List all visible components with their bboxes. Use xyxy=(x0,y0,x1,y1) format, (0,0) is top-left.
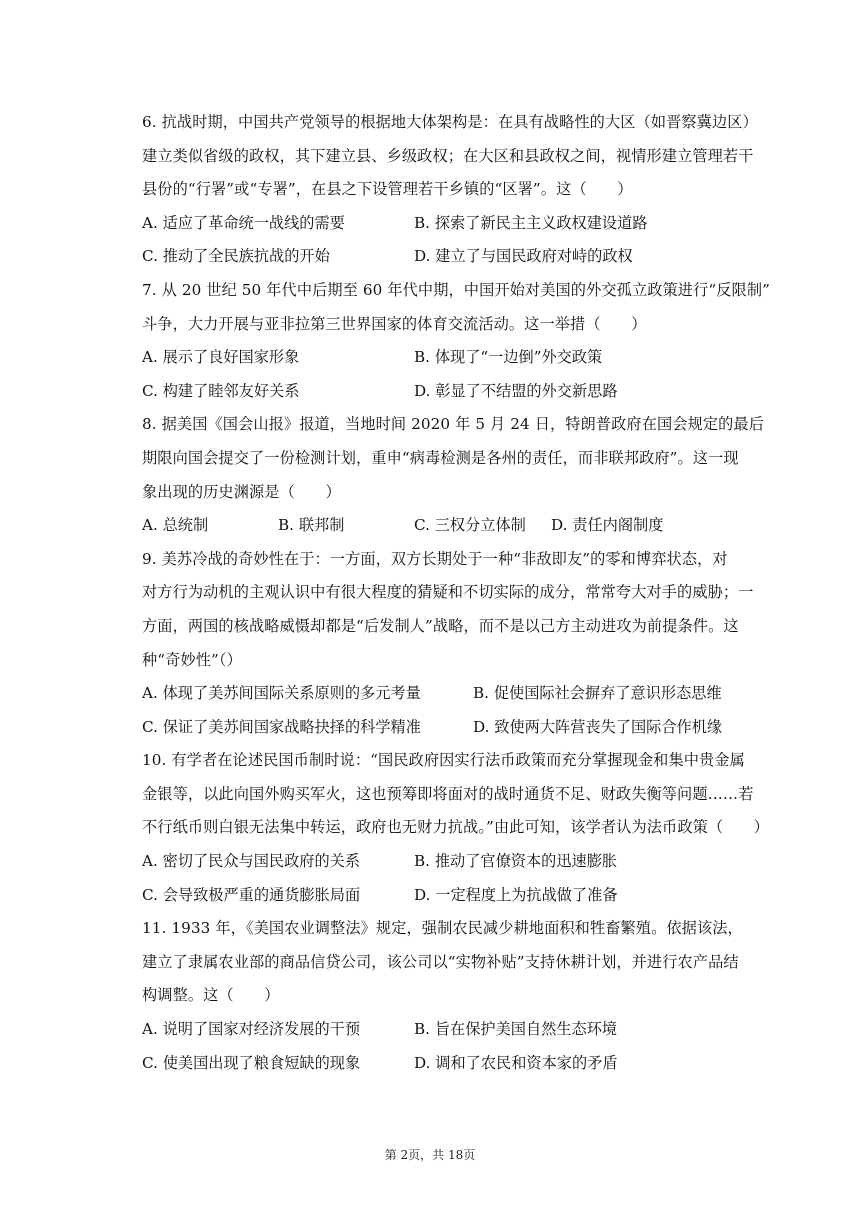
question-8-options-row xyxy=(142,509,772,543)
option-d: D. 建立了与国民政府对峙的政权 xyxy=(414,247,633,266)
question-8 xyxy=(142,408,772,542)
option-c: C. 会导致极严重的通货膨胀局面 xyxy=(142,885,361,904)
option-d: D. 彰显了不结盟的外交新思路 xyxy=(414,381,618,400)
question-9-options-row-2 xyxy=(142,711,772,745)
question-9-options-row-1 xyxy=(142,677,772,711)
question-6-line-2: 建立类似省级的政权，其下建立县、乡级政权；在大区和县政权之间，视情形建立管理若干 xyxy=(142,146,754,165)
question-9 xyxy=(142,543,772,745)
question-7-line-1: 7. 从 20 世纪 50 年代中后期至 60 年代中期，中国开始对美国的外交孤立政策进行“反限制” xyxy=(142,280,770,299)
question-9-line-4: 种“奇妙性”（） xyxy=(142,650,242,669)
option-d: D. 责任内阁制度 xyxy=(551,516,664,535)
question-10-options-row-1 xyxy=(142,845,772,879)
question-6-line-3: 县份的“行署”或“专署”，在县之下设管理若干乡镇的“区署”。这（ ） xyxy=(142,180,633,199)
option-a: A. 适应了革命统一战线的需要 xyxy=(142,213,345,232)
question-10-line-1: 10. 有学者在论述民国币制时说：“国民政府因实行法币政策而充分掌握现金和集中贵金属 xyxy=(142,751,745,770)
question-9-line-2: 对方行为动机的主观认识中有很大程度的猜疑和不切实际的成分，常常夸大对手的威胁；一 xyxy=(142,583,754,602)
option-d: D. 调和了农民和资本家的矛盾 xyxy=(414,1053,618,1072)
question-10-line-2: 金银等，以此向国外购买军火，这也预筹即将面对的战时通货不足、财政失衡等问题……若 xyxy=(142,784,754,803)
option-c: C. 使美国出现了粮食短缺的现象 xyxy=(142,1053,361,1072)
question-9-line-3: 方面，两国的核战略威慑却都是“后发制人”战略，而不是以己方主动进攻为前提条件。这 xyxy=(142,616,739,635)
option-a: A. 说明了国家对经济发展的干预 xyxy=(142,1020,361,1039)
question-10-line-3: 不行纸币则白银无法集中转运，政府也无财力抗战。”由此可知，该学者认为法币政策（ ） xyxy=(142,818,770,837)
question-7-line-2: 斗争，大力开展与亚非拉第三世界国家的体育交流活动。这一举措（ ） xyxy=(142,314,647,333)
question-8-line-2: 期限向国会提交了一份检测计划，重申“病毒检测是各州的责任，而非联邦政府”。这一现 xyxy=(142,448,739,467)
option-b: B. 促使国际社会摒弃了意识形态思维 xyxy=(473,684,722,703)
question-10-options-row-2 xyxy=(142,879,772,913)
option-b: B. 体现了“一边倒”外交政策 xyxy=(414,348,603,367)
option-c: C. 三权分立体制 xyxy=(414,516,526,535)
option-a: A. 展示了良好国家形象 xyxy=(142,348,300,367)
option-b: B. 旨在保护美国自然生态环境 xyxy=(414,1020,618,1039)
question-11-options-row-2 xyxy=(142,1047,772,1081)
question-list xyxy=(142,106,772,1080)
question-7 xyxy=(142,274,772,408)
option-c: C. 保证了美苏间国家战略抉择的科学精准 xyxy=(142,717,421,736)
option-a: A. 密切了民众与国民政府的关系 xyxy=(142,852,361,871)
option-c: C. 构建了睦邻友好关系 xyxy=(142,381,300,400)
option-b: B. 联邦制 xyxy=(278,516,345,535)
option-a: A. 总统制 xyxy=(142,516,209,535)
question-8-line-3: 象出现的历史渊源是（ ） xyxy=(142,482,341,501)
question-6 xyxy=(142,106,772,274)
question-11-line-1: 11. 1933 年，《美国农业调整法》规定，强制农民减少耕地面积和牲畜繁殖。依据该法， xyxy=(142,919,743,938)
question-7-options-row-1 xyxy=(142,341,772,375)
question-9-line-1: 9. 美苏冷战的奇妙性在于：一方面，双方长期处于一种“非敌即友”的零和博弈状态，对 xyxy=(142,549,728,568)
question-6-options-row-1 xyxy=(142,207,772,241)
question-10 xyxy=(142,744,772,912)
question-7-options-row-2 xyxy=(142,375,772,409)
question-11 xyxy=(142,912,772,1080)
option-b: B. 推动了官僚资本的迅速膨胀 xyxy=(414,852,618,871)
question-11-options-row-1 xyxy=(142,1013,772,1047)
question-11-line-2: 建立了隶属农业部的商品信贷公司，该公司以“实物补贴”支持休耕计划，并进行农产品结 xyxy=(142,952,739,971)
option-c: C. 推动了全民族抗战的开始 xyxy=(142,247,330,266)
option-d: D. 致使两大阵营丧失了国际合作机缘 xyxy=(473,717,723,736)
option-d: D. 一定程度上为抗战做了准备 xyxy=(414,885,618,904)
option-a: A. 体现了美苏间国际关系原则的多元考量 xyxy=(142,684,421,703)
question-6-options-row-2 xyxy=(142,240,772,274)
question-11-line-3: 构调整。这（ ） xyxy=(142,986,280,1005)
question-8-line-1: 8. 据美国《国会山报》报道，当地时间 2020 年 5 月 24 日，特朗普政府在国会规定的最后 xyxy=(142,415,765,434)
option-b: B. 探索了新民主主义政权建设道路 xyxy=(414,213,648,232)
page-number: 第 2页，共 18页 xyxy=(384,1148,476,1162)
question-6-line-1: 6. 抗战时期，中国共产党领导的根据地大体架构是：在具有战略性的大区（如晋察冀边区） xyxy=(142,113,758,131)
